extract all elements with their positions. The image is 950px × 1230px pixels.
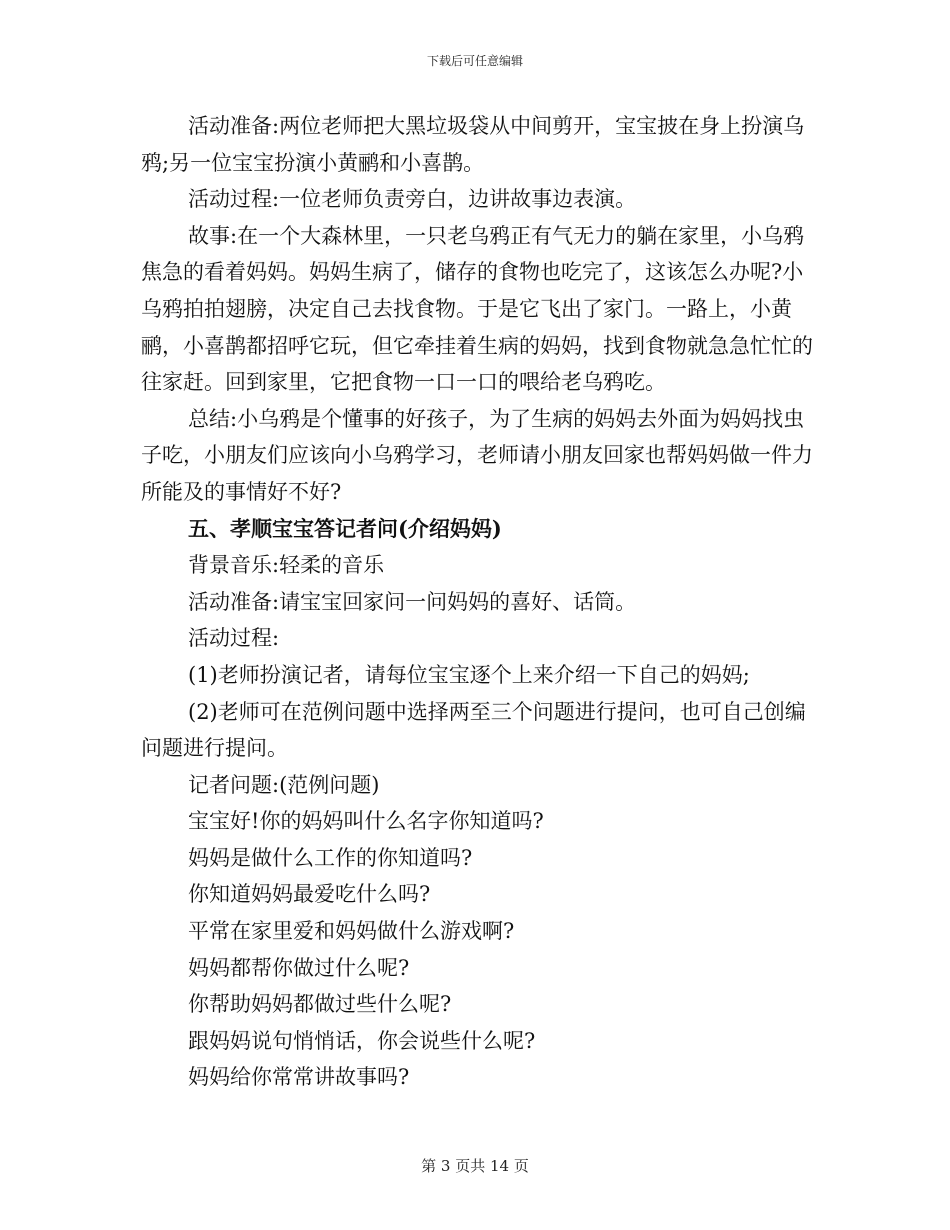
question-item: 跟妈妈说句悄悄话，你会说些什么呢? xyxy=(188,1028,536,1053)
questions-title: 记者问题:(范例问题) xyxy=(188,772,380,797)
question-item: 妈妈是做什么工作的你知道吗? xyxy=(188,845,473,870)
question-item: 妈妈给你常常讲故事吗? xyxy=(188,1065,410,1090)
page-footer: 第 3 页共 14 页 xyxy=(421,1157,529,1175)
paragraph-story: 故事:在一个大森林里，一只老乌鸦正有气无力的躺在家里，小乌鸦焦急的看着妈妈。妈妈生病了，储存的食物也吃完了，这该怎么办呢?小乌鸦拍拍翅膀，决定自己去找食物。于是它飞出了家门。一路上，小黄鹂，小喜鹊都招呼它玩，但它牵挂着生病的妈妈，找到食物就急急忙忙的往家赶。回到家里，它把食物一口一口的喂给老乌鸦吃。 xyxy=(141,223,813,395)
list-item-step-1: (1)老师扮演记者，请每位宝宝逐个上来介绍一下自己的妈妈; xyxy=(188,662,750,687)
question-item: 你帮助妈妈都做过些什么呢? xyxy=(188,992,452,1017)
paragraph-summary: 总结:小乌鸦是个懂事的好孩子，为了生病的妈妈去外面为妈妈找虫子吃，小朋友们应该向小乌鸦学习，老师请小朋友回家也帮妈妈做一件力所能及的事情好不好? xyxy=(141,406,813,504)
document-body xyxy=(141,108,821,1096)
paragraph-activity-prep-2: 活动准备:请宝宝回家问一问妈妈的喜好、话筒。 xyxy=(188,589,637,614)
question-item: 平常在家里爱和妈妈做什么游戏啊? xyxy=(188,919,515,944)
paragraph-background-music: 背景音乐:轻柔的音乐 xyxy=(188,553,385,578)
paragraph-activity-prep: 活动准备:两位老师把大黑垃圾袋从中间剪开，宝宝披在身上扮演乌鸦;另一位宝宝扮演小黄鹂和小喜鹊。 xyxy=(141,114,805,175)
question-item: 妈妈都帮你做过什么呢? xyxy=(188,955,410,980)
question-item: 宝宝好!你的妈妈叫什么名字你知道吗? xyxy=(188,809,544,834)
section-heading: 五、孝顺宝宝答记者问(介绍妈妈) xyxy=(188,515,502,541)
paragraph-activity-process: 活动过程:一位老师负责旁白，边讲故事边表演。 xyxy=(188,187,637,212)
list-item-step-2: (2)老师可在范例问题中选择两至三个问题进行提问，也可自己创编问题进行提问。 xyxy=(141,699,806,761)
question-item: 你知道妈妈最爱吃什么吗? xyxy=(188,882,431,907)
page-header: 下载后可任意编辑 xyxy=(426,54,523,68)
paragraph-activity-process-2: 活动过程: xyxy=(188,626,280,651)
